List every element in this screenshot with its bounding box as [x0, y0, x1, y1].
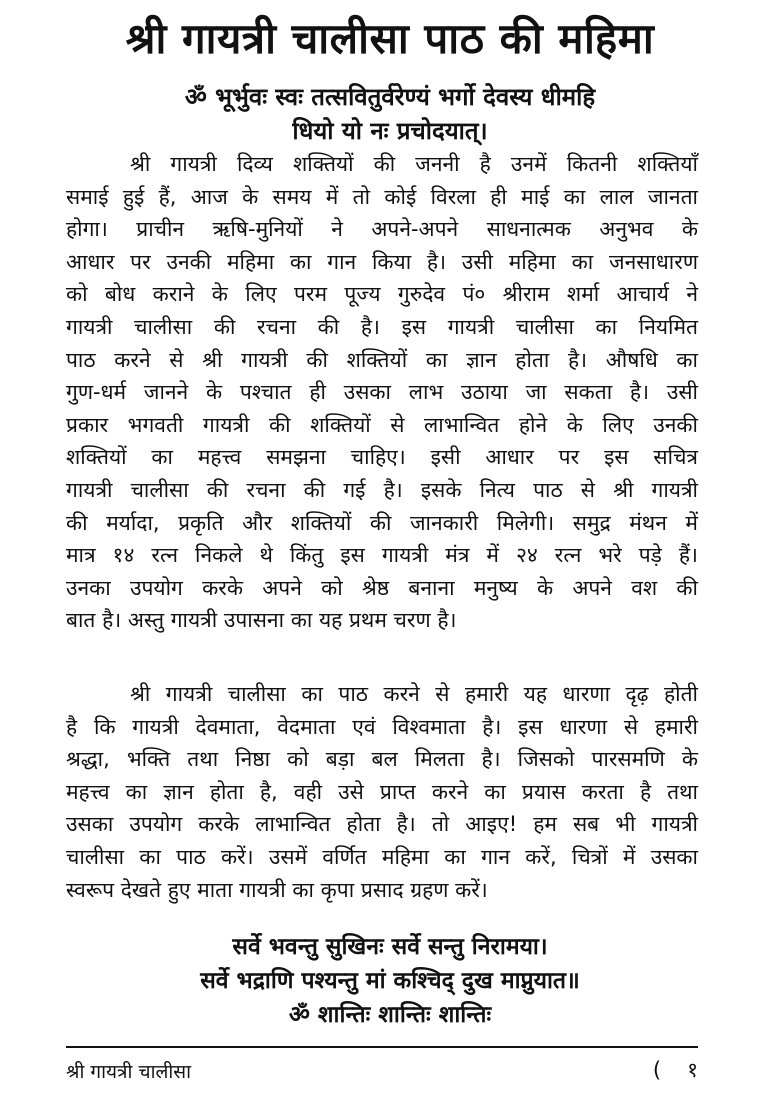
paragraph-line: पाठ करने से श्री गायत्री की शक्तियों का ज्ञान होता है। औषधि का	[66, 347, 698, 372]
paragraph-line: गायत्री चालीसा की रचना की है। इस गायत्री चालीसा का नियमित	[66, 314, 698, 339]
paragraph-line: होगा। प्राचीन ऋषि-मुनियों ने अपने-अपने साधनात्मक अनुभव के	[66, 217, 698, 242]
paragraph-line: श्रद्धा, भक्ति तथा निष्ठा को बड़ा बल मिलता है। जिसको पारसमणि के	[66, 747, 698, 772]
paragraph-line: है कि गायत्री देवमाता, वेदमाता एवं विश्वमाता है। इस धारणा से हमारी	[66, 714, 698, 739]
page-number: १	[687, 1058, 698, 1082]
paragraph-line: प्रकार भगवती गायत्री की शक्तियों से लाभान्वित होने के लिए उनकी	[66, 412, 698, 437]
paragraph-1	[66, 148, 698, 637]
mantra-line-1: ॐ भूर्भुवः स्वः तत्सवितुर्वरेण्यं भर्गो देवस्य धीमहि	[184, 83, 596, 111]
paragraph-line: आधार पर उनकी महिमा का गान किया है। उसी महिमा का जनसाधारण	[66, 249, 698, 274]
paragraph-line: की मर्यादा, प्रकृति और शक्तियों की जानकारी मिलेगी। समुद्र मंथन में	[66, 510, 698, 535]
paragraph-line: श्री गायत्री दिव्य शक्तियों की जननी है उनमें कितनी शक्तियाँ	[130, 152, 698, 176]
page-title: श्री गायत्री चालीसा पाठ की महिमा	[125, 14, 655, 63]
paragraph-line: मात्र १४ रत्न निकले थे किंतु इस गायत्री मंत्र में २४ रत्न भरे पड़े हैं।	[66, 543, 698, 568]
paragraph-line: को बोध कराने के लिए परम पूज्य गुरुदेव पं० श्रीराम शर्मा आचार्य ने	[66, 282, 698, 307]
paragraph-line: शक्तियों का महत्त्व समझना चाहिए। इसी आधार पर इस सचित्र	[66, 445, 698, 470]
footer-divider	[66, 1046, 698, 1048]
gayatri-mantra	[40, 80, 740, 148]
closing-line-1: सर्वे भवन्तु सुखिनः सर्वे सन्तु निरामया।	[232, 934, 548, 960]
page-paren: (	[652, 1058, 662, 1082]
footer-book-title: श्री गायत्री चालीसा	[66, 1061, 192, 1083]
mantra-line-2: धियो यो नः प्रचोदयात्।	[292, 117, 488, 145]
paragraph-line: बात है। अस्तु गायत्री उपासना का यह प्रथम चरण है।	[66, 608, 457, 633]
paragraph-2	[66, 678, 698, 906]
page-number-block	[653, 1056, 698, 1084]
paragraph-line: समाई हुई हैं, आज के समय में तो कोई विरला ही माई का लाल जानता	[66, 184, 698, 209]
paragraph-line: स्वरूप देखते हुए माता गायत्री का कृपा प्रसाद ग्रहण करें।	[66, 877, 488, 902]
closing-prayer	[40, 930, 740, 1032]
closing-line-2: सर्वे भद्राणि पश्यन्तु मां कश्चिद् दुख माप्नुयात॥	[200, 968, 580, 994]
paragraph-line: श्री गायत्री चालीसा का पाठ करने से हमारी यह धारणा दृढ़ होती	[130, 682, 698, 706]
paragraph-line: महत्त्व का ज्ञान होता है, वही उसे प्राप्त करने का प्रयास करता है तथा	[66, 779, 698, 804]
paragraph-line: उसका उपयोग करके लाभान्वित होता है। तो आइए! हम सब भी गायत्री	[66, 812, 698, 837]
paragraph-line: उनका उपयोग करके अपने को श्रेष्ठ बनाना मनुष्य के अपने वश की	[66, 575, 698, 600]
paragraph-line: चालीसा का पाठ करें। उसमें वर्णित महिमा का गान करें, चित्रों में उसका	[66, 844, 698, 869]
paragraph-line: गायत्री चालीसा की रचना की गई है। इसके नित्य पाठ से श्री गायत्री	[66, 477, 698, 502]
closing-line-3: ॐ शान्तिः शान्तिः शान्तिः	[288, 1002, 492, 1028]
paragraph-line: गुण-धर्म जानने के पश्चात ही उसका लाभ उठाया जा सकता है। उसी	[66, 380, 698, 405]
